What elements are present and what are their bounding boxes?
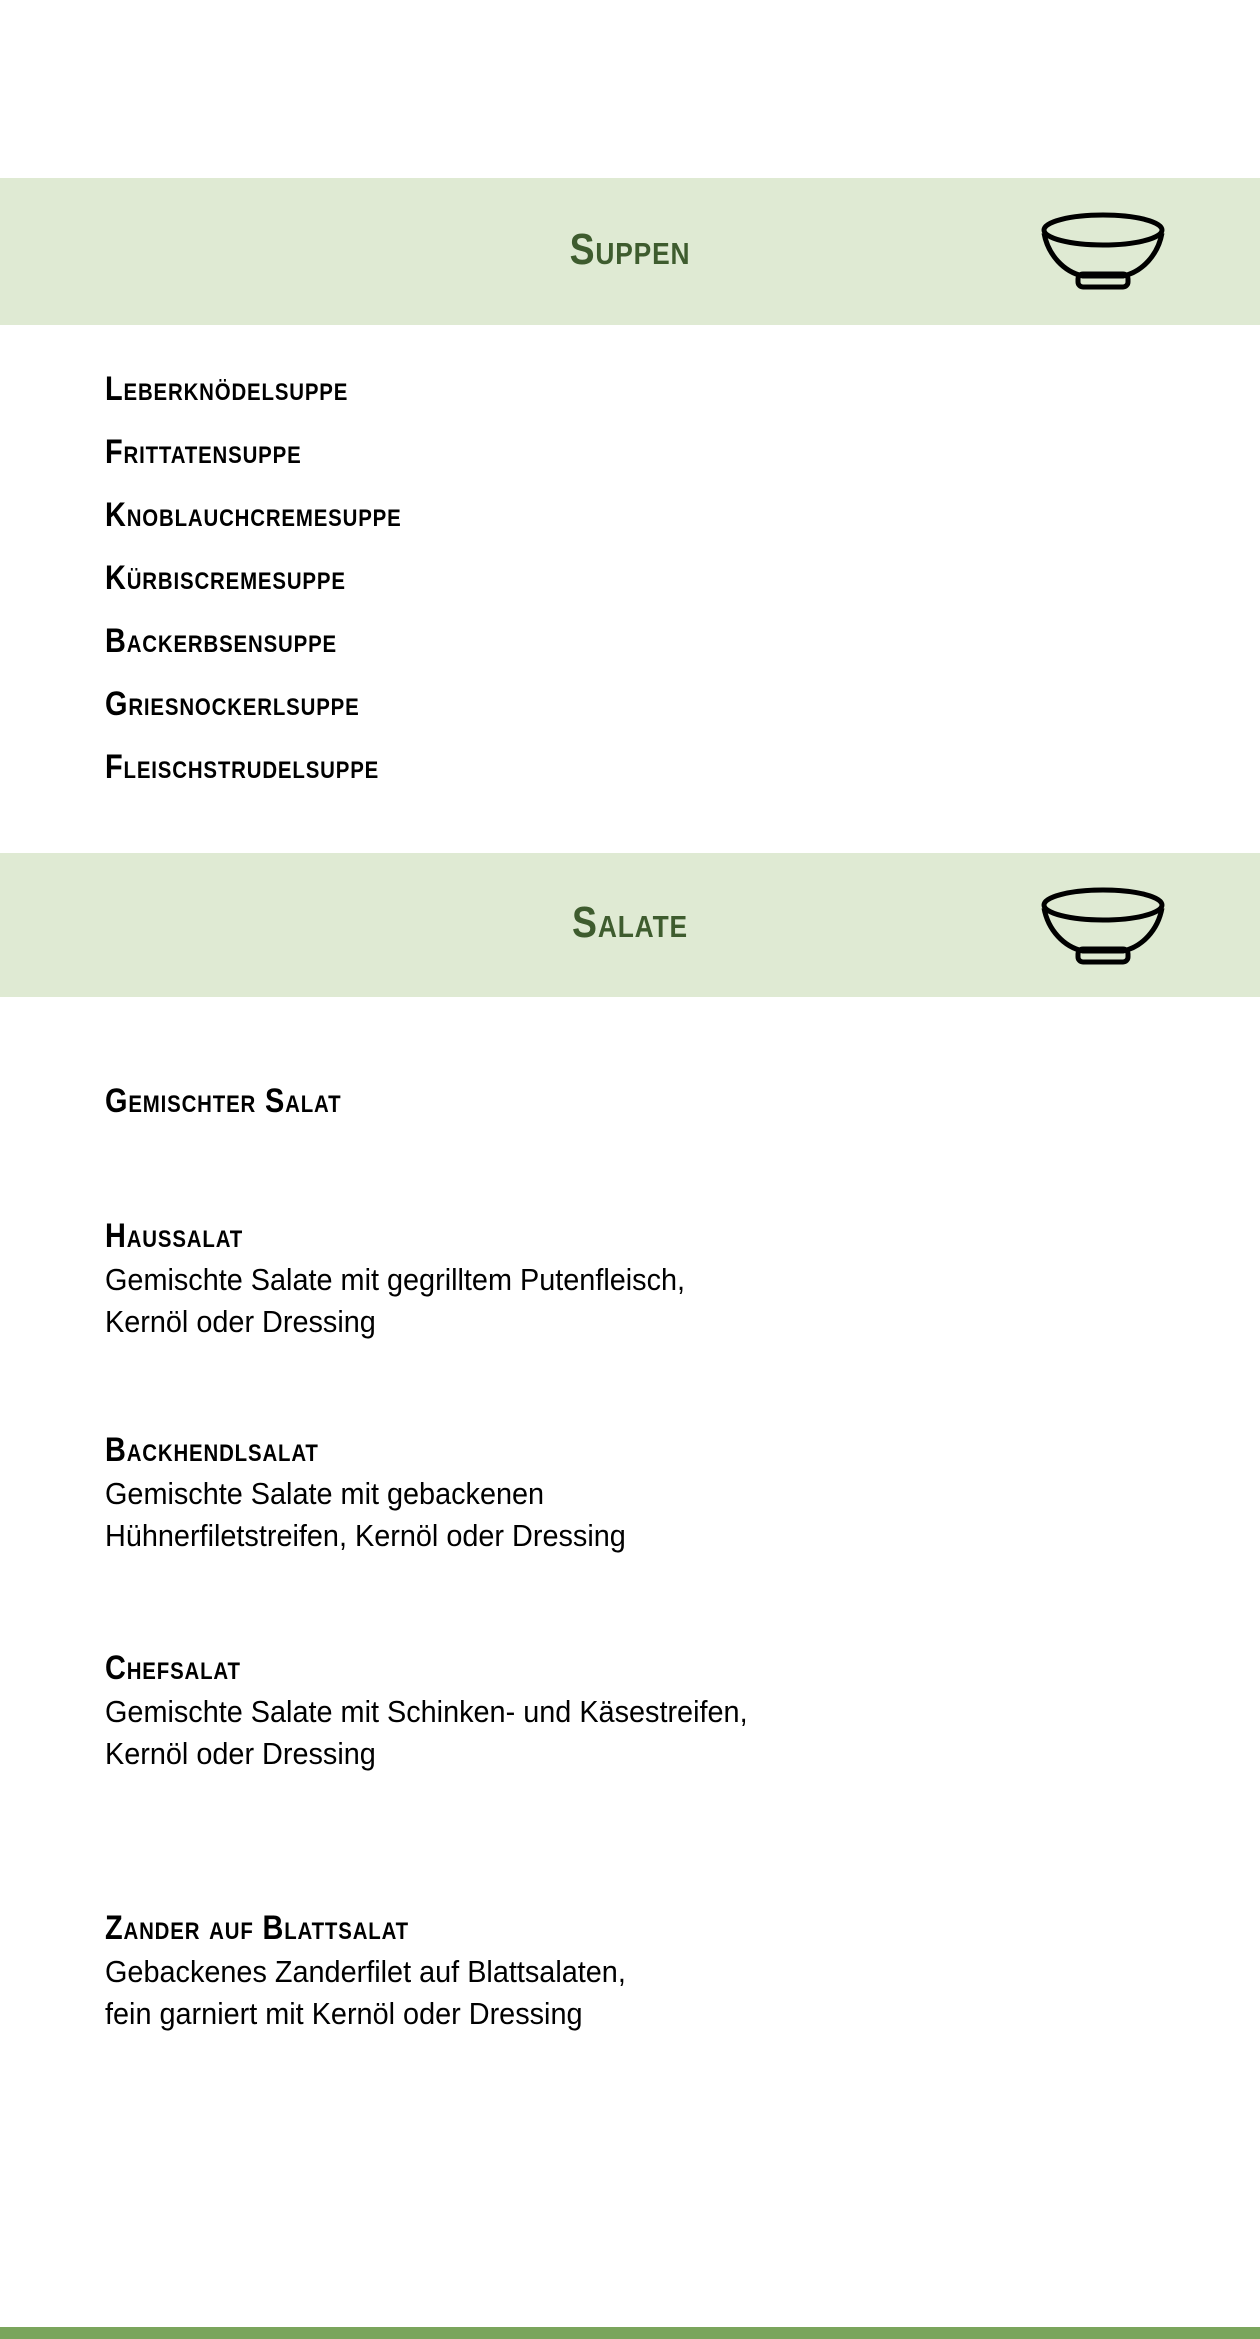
menu-item-name: Zander auf Blattsalat bbox=[105, 1909, 409, 1947]
soup-list bbox=[105, 358, 454, 799]
menu-item-chefsalat bbox=[105, 1645, 796, 1775]
menu-item-leberknoedelsuppe bbox=[105, 358, 454, 421]
menu-item-backerbsensuppe bbox=[105, 610, 454, 673]
menu-item-name: Haussalat bbox=[105, 1217, 244, 1255]
menu-item-name: Knoblauchcremesuppe bbox=[105, 496, 402, 534]
menu-item-haussalat bbox=[105, 1213, 729, 1343]
menu-item-description-line: Gemischte Salate mit gebackenen bbox=[105, 1476, 545, 1511]
menu-item-name: Griesnockerlsuppe bbox=[105, 685, 360, 723]
menu-item-description-line: fein garniert mit Kernöl oder Dressing bbox=[105, 1996, 583, 2031]
menu-item-zander-auf-blattsalat bbox=[105, 1905, 665, 2035]
footer-accent-bar bbox=[0, 2327, 1260, 2339]
menu-item-name: Gemischter Salat bbox=[105, 1082, 342, 1120]
menu-item-name: Kürbiscremesuppe bbox=[105, 559, 346, 597]
menu-item-frittatensuppe bbox=[105, 421, 454, 484]
menu-item-kuerbiscremesuppe bbox=[105, 547, 454, 610]
bowl-icon bbox=[1038, 885, 1168, 965]
section-banner-salate bbox=[0, 853, 1260, 997]
menu-item-name: Leberknödelsuppe bbox=[105, 370, 349, 408]
menu-item-fleischstrudelsuppe bbox=[105, 736, 454, 799]
menu-item-description-line: Kernöl oder Dressing bbox=[105, 1304, 376, 1339]
menu-item-description-line: Hühnerfiletstreifen, Kernöl oder Dressing bbox=[105, 1518, 626, 1553]
menu-item-name: Chefsalat bbox=[105, 1649, 241, 1687]
menu-item-name: Backhendlsalat bbox=[105, 1431, 319, 1469]
menu-item-name: Frittatensuppe bbox=[105, 433, 302, 471]
menu-item-description-line: Gemischte Salate mit Schinken- und Käsestreifen, bbox=[105, 1694, 748, 1729]
menu-item-description-line: Kernöl oder Dressing bbox=[105, 1736, 376, 1771]
menu-item-backhendlsalat bbox=[105, 1427, 665, 1557]
menu-item-name: Backerbsensuppe bbox=[105, 622, 337, 660]
section-title-suppen: Suppen bbox=[569, 224, 691, 274]
menu-item-knoblauchcremesuppe bbox=[105, 484, 454, 547]
menu-item-name: Fleischstrudelsuppe bbox=[105, 748, 380, 786]
menu-item-griesnockerlsuppe bbox=[105, 673, 454, 736]
menu-item-description-line: Gemischte Salate mit gegrilltem Putenfleisch, bbox=[105, 1262, 686, 1297]
section-title-salate: Salate bbox=[572, 898, 688, 947]
bowl-icon bbox=[1038, 210, 1168, 290]
menu-item-gemischter-salat bbox=[105, 1078, 383, 1124]
menu-item-description-line: Gebackenes Zanderfilet auf Blattsalaten, bbox=[105, 1954, 626, 1989]
section-banner-suppen bbox=[0, 178, 1260, 325]
